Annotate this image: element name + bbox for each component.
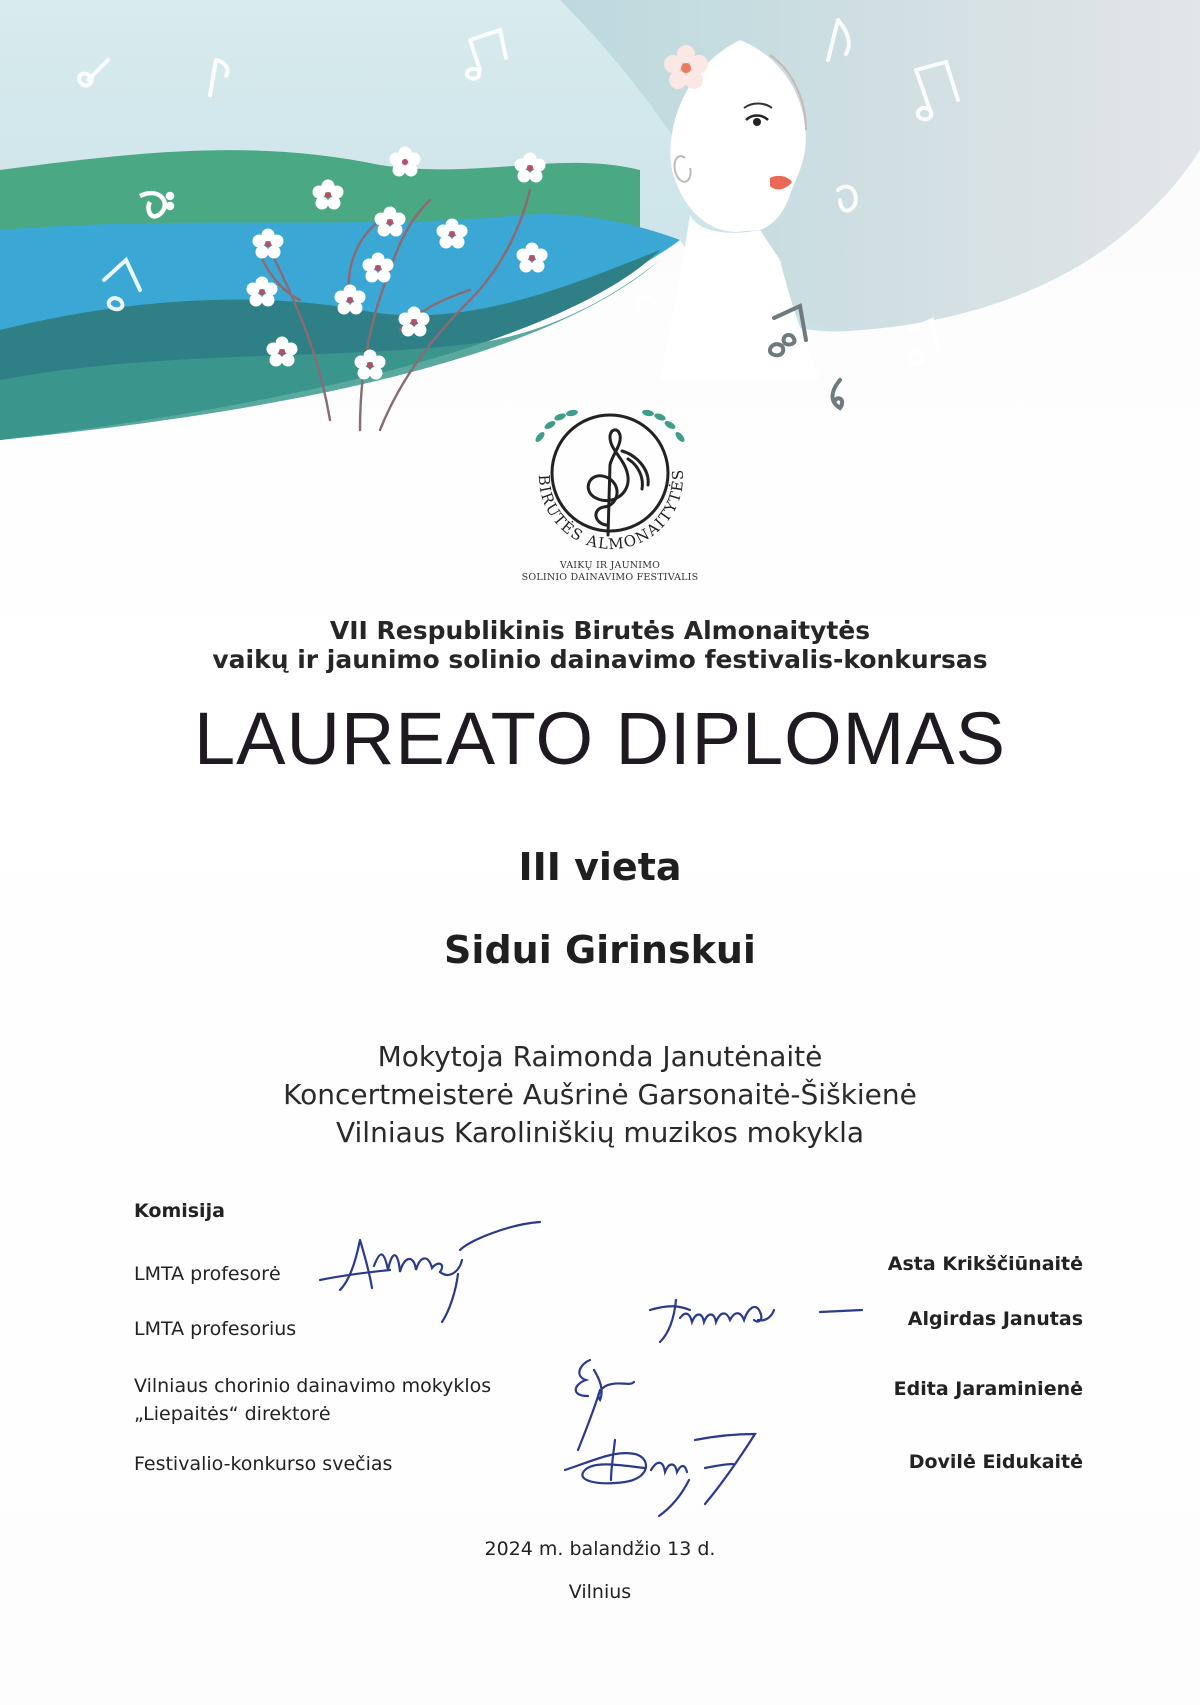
commission-member-name: Edita Jaraminienė bbox=[893, 1378, 1083, 1400]
commission-role bbox=[134, 1372, 491, 1428]
commission-member-name: Asta Krikščiūnaitė bbox=[887, 1253, 1083, 1275]
logo-ring-text: BIRUTĖS ALMONAITYTĖS bbox=[534, 467, 688, 554]
teacher-line: Mokytoja Raimonda Janutėnaitė bbox=[377, 1040, 823, 1073]
signature-2 bbox=[640, 1290, 870, 1350]
issue-date: 2024 m. balandžio 13 d. bbox=[484, 1538, 716, 1560]
festival-title-line: VII Respublikinis Birutės Almonaitytės bbox=[329, 616, 871, 645]
commission-member-name: Dovilė Eidukaitė bbox=[908, 1451, 1083, 1473]
commission-heading: Komisija bbox=[134, 1200, 225, 1222]
school-line: Vilniaus Karoliniškių muzikos mokykla bbox=[335, 1116, 865, 1149]
treble-clef-icon bbox=[588, 430, 648, 535]
commission-member-name: Algirdas Janutas bbox=[907, 1308, 1083, 1330]
recipient-name: Sidui Girinskui bbox=[444, 928, 756, 972]
festival-title bbox=[100, 616, 1100, 674]
issue-city: Vilnius bbox=[568, 1581, 632, 1603]
diploma-title: LAUREATO DIPLOMAS bbox=[193, 697, 1007, 780]
logo-subtitle bbox=[460, 560, 760, 584]
commission-role: LMTA profesorius bbox=[134, 1318, 297, 1340]
award-place: III vieta bbox=[518, 845, 682, 889]
signature-4 bbox=[555, 1420, 795, 1520]
accompanist-line: Koncertmeisterė Aušrinė Garsonaitė-Šiškienė bbox=[283, 1078, 917, 1111]
festival-title-line: vaikų ir jaunimo solinio dainavimo festivalis-konkursas bbox=[212, 645, 988, 674]
commission-role: LMTA profesorė bbox=[134, 1263, 281, 1285]
commission-role-line: „Liepaitės“ direktorė bbox=[134, 1403, 331, 1425]
signature-1 bbox=[310, 1210, 550, 1330]
commission-role-line: Vilniaus chorinio dainavimo mokyklos bbox=[134, 1375, 492, 1397]
festival-logo bbox=[510, 385, 710, 585]
logo-subtitle-line: SOLINIO DAINAVIMO FESTIVALIS bbox=[521, 572, 699, 583]
logo-subtitle-line: VAIKŲ IR JAUNIMO bbox=[559, 560, 661, 571]
recipient-details bbox=[100, 1038, 1100, 1152]
commission-role: Festivalio-konkurso svečias bbox=[134, 1453, 393, 1475]
